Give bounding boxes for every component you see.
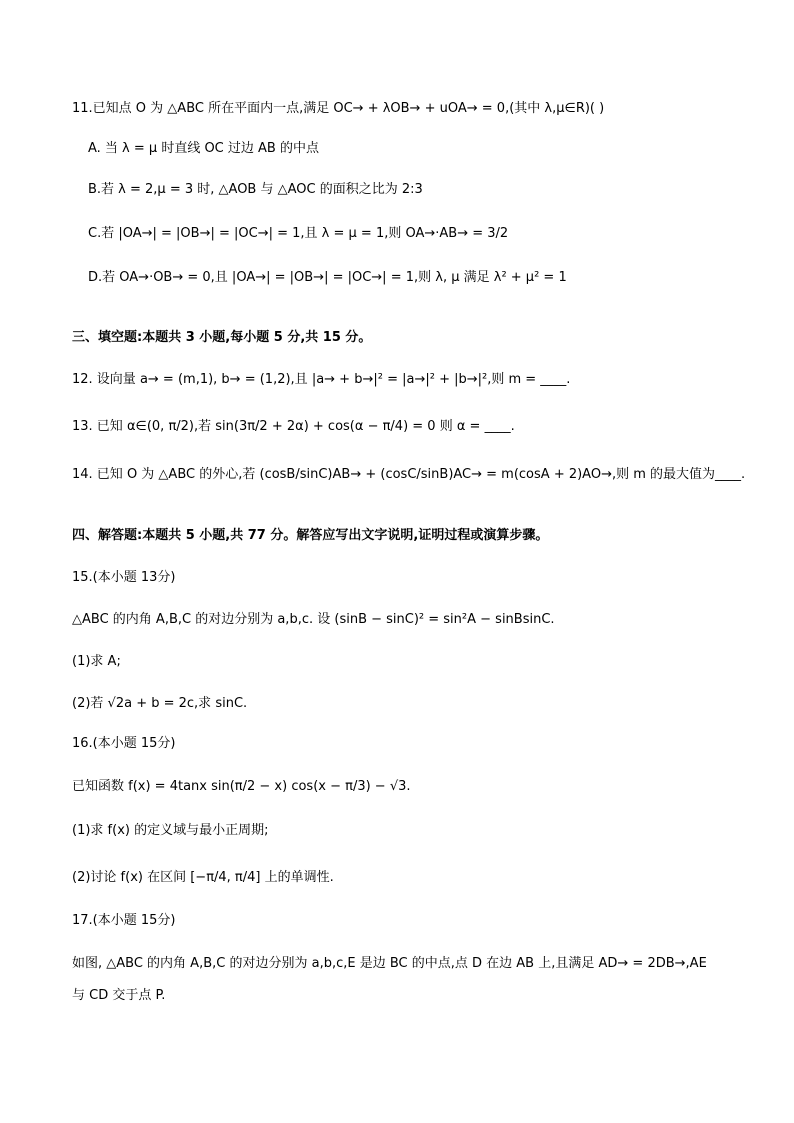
question-13: 13. 已知 α∈(0, π/2),若 sin(3π/2 + 2α) + cos(α − π/4) = 0 则 α = ____. (72, 419, 515, 434)
question-16-part-1: (1)求 f(x) 的定义域与最小正周期; (72, 823, 269, 838)
question-11-option-d: D.若 OA→·OB→ = 0,且 |OA→| = |OB→| = |OC→| = 1,则 λ, μ 满足 λ² + μ² = 1 (88, 270, 567, 285)
question-15-part-2: (2)若 √2a + b = 2c,求 sinC. (72, 696, 248, 711)
question-15-header: 15.(本小题 13分) (72, 570, 176, 585)
section-4-heading: 四、解答题:本题共 5 小题,共 77 分。解答应写出文字说明,证明过程或演算步骤。 (72, 528, 549, 543)
question-11-option-b: B.若 λ = 2,μ = 3 时, △AOB 与 △AOC 的面积之比为 2:3 (88, 182, 423, 197)
question-15-stem: △ABC 的内角 A,B,C 的对边分别为 a,b,c. 设 (sinB − sinC)² = sin²A − sinBsinC. (72, 612, 555, 627)
question-15-part-1: (1)求 A; (72, 654, 121, 669)
question-17-stem-line-1: 如图, △ABC 的内角 A,B,C 的对边分别为 a,b,c,E 是边 BC 的中点,点 D 在边 AB 上,且满足 AD→ = 2DB→,AE (72, 956, 707, 971)
question-11-stem: 11.已知点 O 为 △ABC 所在平面内一点,满足 OC→ + λOB→ + uOA→ = 0,(其中 λ,μ∈R)( ) (72, 101, 605, 116)
question-16-stem: 已知函数 f(x) = 4tanx sin(π/2 − x) cos(x − π/3) − √3. (72, 779, 411, 794)
question-14: 14. 已知 O 为 △ABC 的外心,若 (cosB/sinC)AB→ + (cosC/sinB)AC→ = m(cosA + 2)AO→,则 m 的最大值为____. (72, 467, 746, 482)
question-11-option-c: C.若 |OA→| = |OB→| = |OC→| = 1,且 λ = μ = 1,则 OA→·AB→ = 3/2 (88, 226, 509, 241)
question-12: 12. 设向量 a→ = (m,1), b→ = (1,2),且 |a→ + b→|² = |a→|² + |b→|²,则 m = ____. (72, 372, 571, 387)
question-17-stem-line-2: 与 CD 交于点 P. (72, 988, 166, 1003)
question-16-part-2: (2)讨论 f(x) 在区间 [−π/4, π/4] 上的单调性. (72, 870, 334, 885)
question-16-header: 16.(本小题 15分) (72, 736, 176, 751)
section-3-heading: 三、填空题:本题共 3 小题,每小题 5 分,共 15 分。 (72, 330, 372, 345)
question-17-header: 17.(本小题 15分) (72, 913, 176, 928)
question-11-option-a: A. 当 λ = μ 时直线 OC 过边 AB 的中点 (88, 141, 319, 156)
